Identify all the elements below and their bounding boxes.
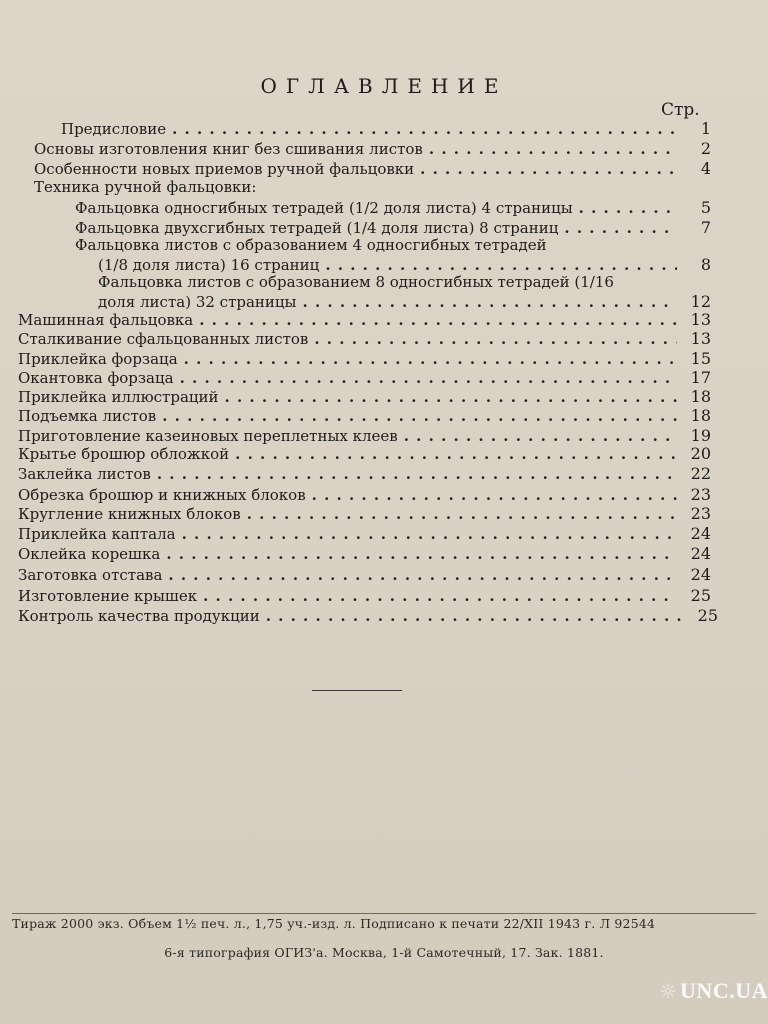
toc-entry-label: Сталкивание сфальцованных листов [18,330,309,348]
toc-entry-label-line: Фальцовка листов с образованием 8 односгибных тетрадей (1/16 [98,273,614,291]
toc-entry-page: 25 [690,586,711,605]
toc-entry-page: 18 [690,406,711,425]
toc-entry-label: Фальцовка односгибных тетрадей (1/2 доля листа) 4 страницы [75,199,573,217]
toc-entry-page: 24 [690,524,711,543]
page-column-header: Стр. [661,100,700,120]
toc-entry [18,505,711,523]
toc-entry-label: Фальцовка двухсгибных тетрадей (1/4 доля листа) 8 страниц [75,219,559,237]
watermark [660,966,768,1016]
toc-entry [34,140,711,158]
toc-entry-label: Особенности новых приемов ручной фальцовки [34,160,415,178]
toc-entry [18,445,711,463]
dot-leader [157,465,677,483]
dot-leader [314,330,677,348]
toc-entry [98,256,711,274]
toc-entry-label: Заклейка листов [18,465,151,483]
dot-leader [199,311,677,329]
dot-leader [182,525,677,543]
toc-entry-page: 24 [690,565,711,584]
toc-entry-page: 4 [700,159,711,178]
dot-leader [235,445,677,463]
toc-entry [75,199,711,217]
dot-leader [166,545,677,563]
toc-entry-label: Приготовление казеиновых переплетных клеев [18,427,398,445]
dot-leader [429,140,677,158]
toc-entry-label: Оклейка корешка [18,545,161,563]
toc-entry-page: 5 [700,198,711,217]
watermark-text: UNC.UA [680,978,768,1003]
toc-entry-label: Заготовка отстава [18,566,163,584]
toc-entry-page: 15 [690,349,711,368]
toc-entry-page: 13 [690,310,711,329]
imprint-line-1: Тираж 2000 экз. Объем 1½ печ. л., 1,75 уч.-изд. л. Подписано к печати 22/XII 1943 г. Л 92544 [12,913,756,931]
toc-entry-label: Подъемка листов [18,407,157,425]
toc-entry [18,525,711,543]
dot-leader [168,566,677,584]
toc-entry-label: Контроль качества продукции [18,607,260,625]
toc-entry-label: Машинная фальцовка [18,311,194,329]
dot-leader [420,160,677,178]
dot-leader [404,427,677,445]
dot-leader [172,120,677,138]
toc-entry-page: 19 [690,426,711,445]
toc-entry [18,486,711,504]
toc-entry-page: 24 [690,544,711,563]
toc-entry-page: 23 [690,504,711,523]
toc-section-heading: Техника ручной фальцовки: [34,178,257,196]
toc-entry-page: 12 [690,292,711,311]
toc-entry-page: 22 [690,464,711,483]
toc-entry-page: 13 [690,329,711,348]
dot-leader [579,199,677,217]
toc-entry-page: 25 [697,606,718,625]
toc-entry [61,120,711,138]
dot-leader [184,350,677,368]
toc-entry-label: Изготовление крышек [18,587,198,605]
dot-leader [247,505,677,523]
toc-entry-page: 18 [690,387,711,406]
toc-entry-page: 7 [700,218,711,237]
dot-leader [180,369,677,387]
toc-entry [98,293,711,311]
toc-entry-label: Приклейка каптала [18,525,176,543]
toc-entry-label: Кругление книжных блоков [18,505,241,523]
toc-entry-label: Окантовка форзаца [18,369,174,387]
toc-entry-page: 17 [690,368,711,387]
toc-entry-page: 1 [700,119,711,138]
toc-entry [18,427,711,445]
dot-leader [303,293,678,311]
toc-entry-page: 2 [700,139,711,158]
toc-entry-page: 20 [690,444,711,463]
dot-leader [266,607,684,625]
toc-entry-label: Основы изготовления книг без сшивания листов [34,140,423,158]
toc-entry [18,607,718,625]
toc-entry-label: Предисловие [61,120,167,138]
toc-entry [34,160,711,178]
toc-entry [75,219,711,237]
sunburst-logo-icon [660,971,676,1011]
toc-entry-label: Приклейка форзаца [18,350,178,368]
toc-entry-label: Приклейка иллюстраций [18,388,219,406]
toc-entry-label: Крытье брошюр обложкой [18,445,230,463]
dot-leader [203,587,677,605]
dot-leader [162,407,677,425]
toc-entry-label-line: Фальцовка листов с образованием 4 односгибных тетрадей [75,236,547,254]
toc-entry-label: (1/8 доля листа) 16 страниц [98,256,320,274]
toc-entry-label: доля листа) 32 страницы [98,293,297,311]
dot-leader [312,486,677,504]
dot-leader [325,256,677,274]
toc-entry-label: Обрезка брошюр и книжных блоков [18,486,306,504]
toc-entry [18,407,711,425]
toc-entry [18,566,711,584]
toc-entry [18,369,711,387]
dot-leader [225,388,677,406]
toc-entry [18,388,711,406]
imprint-line-2: 6-я типография ОГИЗ'а. Москва, 1-й Самотечный, 17. Зак. 1881. [164,945,604,960]
section-divider [312,690,402,691]
toc-entry [18,587,711,605]
toc-entry [18,465,711,483]
toc-entry [18,350,711,368]
toc-title: ОГЛАВЛЕНИЕ [260,74,508,98]
toc-entry-page: 23 [690,485,711,504]
dot-leader [564,219,677,237]
toc-entry [18,545,711,563]
toc-entry [18,330,711,348]
toc-entry [18,311,711,329]
toc-entry-page: 8 [700,255,711,274]
